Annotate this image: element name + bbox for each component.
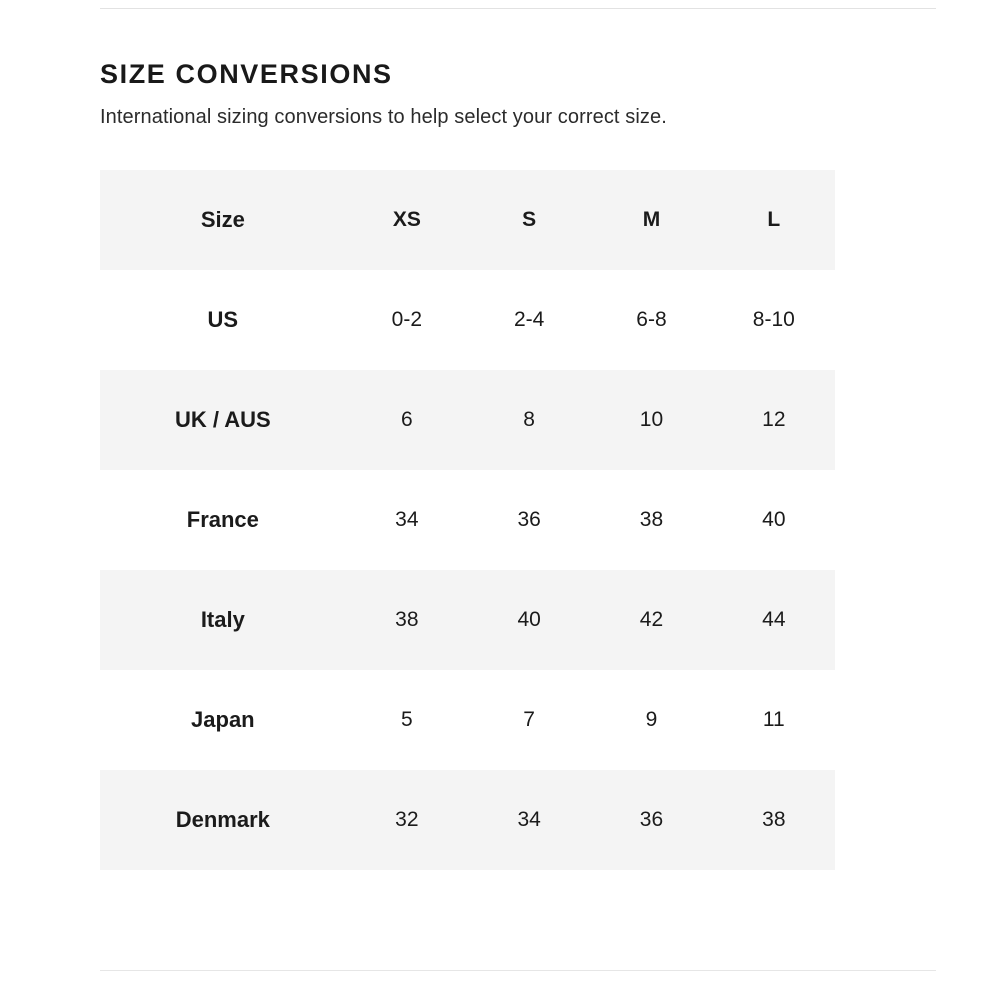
- table-cell: 42: [590, 570, 712, 670]
- row-label: US: [207, 306, 239, 332]
- table-cell: 9: [645, 707, 658, 731]
- table-cell: 6-8: [636, 307, 667, 331]
- row-label: Japan: [191, 706, 255, 732]
- table-header-cell: S: [468, 170, 590, 270]
- table-cell: 8: [468, 370, 590, 470]
- table-cell: 38: [639, 507, 664, 531]
- table-cell: 36: [517, 507, 541, 531]
- top-divider: [100, 8, 936, 9]
- table-cell: 34: [395, 507, 419, 531]
- page-subtitle: International sizing conversions to help select your correct size.: [100, 105, 667, 128]
- bottom-divider: [100, 970, 936, 971]
- table-header-row: [100, 170, 835, 270]
- table-cell: 2-4: [513, 307, 545, 331]
- table-cell: 6: [346, 370, 468, 470]
- table-cell: 40: [468, 570, 590, 670]
- content-container: [100, 60, 936, 870]
- table-header-cell: XS: [346, 170, 468, 270]
- page-title: SIZE CONVERSIONS: [100, 59, 393, 89]
- row-label: Denmark: [100, 770, 346, 870]
- table-row: [100, 370, 835, 470]
- table-cell: 11: [762, 707, 785, 731]
- table-row: [100, 470, 835, 570]
- table-header-cell: L: [713, 170, 835, 270]
- table-cell: 8-10: [752, 307, 795, 331]
- table-cell: 44: [713, 570, 835, 670]
- table-cell: 0-2: [391, 307, 422, 331]
- table-cell: 38: [713, 770, 835, 870]
- table-cell: 12: [713, 370, 835, 470]
- table-cell: 36: [590, 770, 712, 870]
- row-label: UK / AUS: [100, 370, 346, 470]
- row-label: France: [186, 506, 259, 532]
- table-cell: 5: [400, 707, 413, 731]
- table-cell: 32: [346, 770, 468, 870]
- size-conversions-table: [100, 170, 835, 870]
- table-row: [100, 670, 835, 770]
- table-header-cell: Size: [100, 170, 346, 270]
- row-label: Italy: [100, 570, 346, 670]
- table-cell: 10: [590, 370, 712, 470]
- table-cell: 38: [346, 570, 468, 670]
- table-cell: 40: [762, 507, 786, 531]
- table-cell: 34: [468, 770, 590, 870]
- table-cell: 7: [523, 707, 535, 731]
- table-row: [100, 570, 835, 670]
- table-header-cell: M: [590, 170, 712, 270]
- table-row: [100, 270, 835, 370]
- table-row: [100, 770, 835, 870]
